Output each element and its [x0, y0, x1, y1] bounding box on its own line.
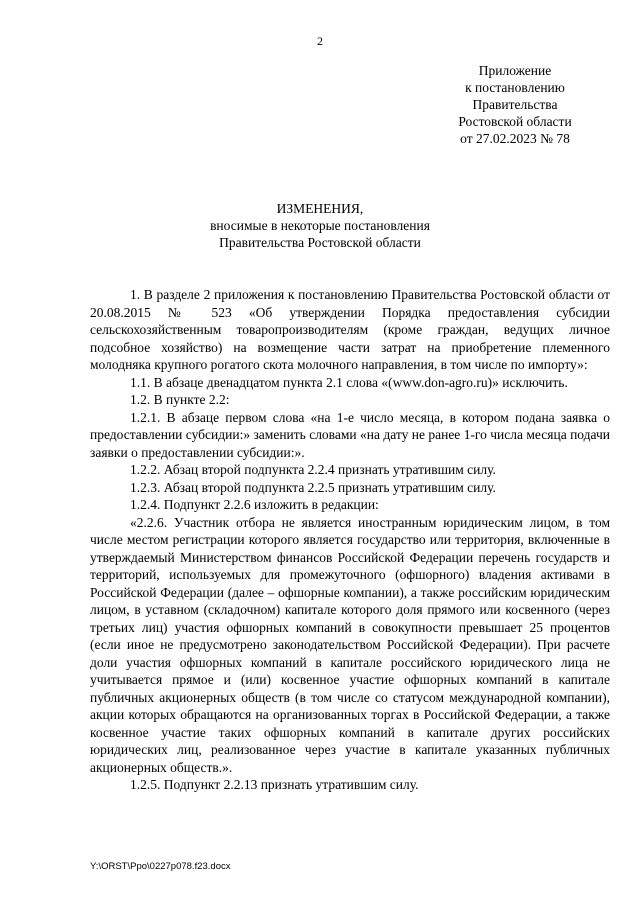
paragraph: 1.2.4. Подпункт 2.2.6 изложить в редакции: — [130, 497, 379, 512]
appendix-line: Правительства — [472, 97, 558, 112]
appendix-date-line: от 27.02.2023 № 78 — [460, 131, 570, 146]
paragraph: «2.2.6. Участник отбора не является иностранным юридическим лицом, в том числе местом регистрации которого является государство или территория, включенные в утверждаемый Министерством финансов Российской Федерации перечень государств и территорий, используемых для промежуточного (офшорного) владения активами в Российской Федерации (далее – офшорные компании), а также российским юридическим лицом, в уставном (складочном) капитале которого доля прямого или косвенного (через третьих лиц) участия офшорных компаний в совокупности превышает 25 процентов (если иное не предусмотрено законодательством Российской Федерации). При расчете доли участия офшорных компаний в капитале российского юридического лица не учитывается прямое и (или) косвенное участие офшорных компаний в капитале публичных акционерных обществ (в том числе со статусом международной компании), акции которых обращаются на организованных торгах в Российской Федерации, а также косвенное участие таких офшорных компаний в капитале других российских юридических лиц, реализованное через участие в капитале указанных публичных акционерных обществ.». — [90, 514, 610, 775]
paragraph: 1.2.1. В абзаце первом слова «на 1-е число месяца, в котором подана заявка о предоставлении субсидии:» заменить словами «на дату не ранее 1-го числа месяца подачи заявки о предоставлении субсидии:». — [90, 409, 610, 460]
document-heading — [0, 200, 640, 251]
paragraph: 1.2.5. Подпункт 2.2.13 признать утратившим силу. — [130, 777, 419, 792]
heading-subtitle: Правительства Ростовской области — [219, 235, 421, 250]
paragraph: 1.1. В абзаце двенадцатом пункта 2.1 слова «(www.don-agro.ru)» исключить. — [130, 374, 568, 390]
appendix-line: к постановлению — [465, 80, 565, 95]
heading-title: ИЗМЕНЕНИЯ, — [276, 201, 364, 216]
paragraph: 1.2.2. Абзац второй подпункта 2.2.4 признать утратившим силу. — [130, 462, 496, 477]
page-number: 2 — [317, 34, 323, 48]
appendix-line: Приложение — [478, 63, 552, 78]
appendix-line: Ростовской области — [458, 114, 572, 129]
paragraph: 1.2.3. Абзац второй подпункта 2.2.5 признать утратившим силу. — [130, 479, 496, 495]
paragraph: 1. В разделе 2 приложения к постановлению Правительства Ростовской области от 20.08.2015 № 523 «Об утверждении Порядка предоставления субсидии сельскохозяйственным товаропроизводителям (кроме граждан, ведущих личное подсобное хозяйство) на возмещение части затрат на приобретение племенного молодняка крупного рогатого скота молочного направления, в том числе по импорту»: — [90, 287, 610, 372]
document-body — [90, 286, 610, 794]
file-path-footer: Y:\ORST\Ppo\0227p078.f23.docx — [90, 861, 231, 872]
paragraph: 1.2. В пункте 2.2: — [130, 392, 230, 407]
heading-subtitle: вносимые в некоторые постановления — [210, 218, 430, 233]
appendix-block — [430, 62, 600, 147]
